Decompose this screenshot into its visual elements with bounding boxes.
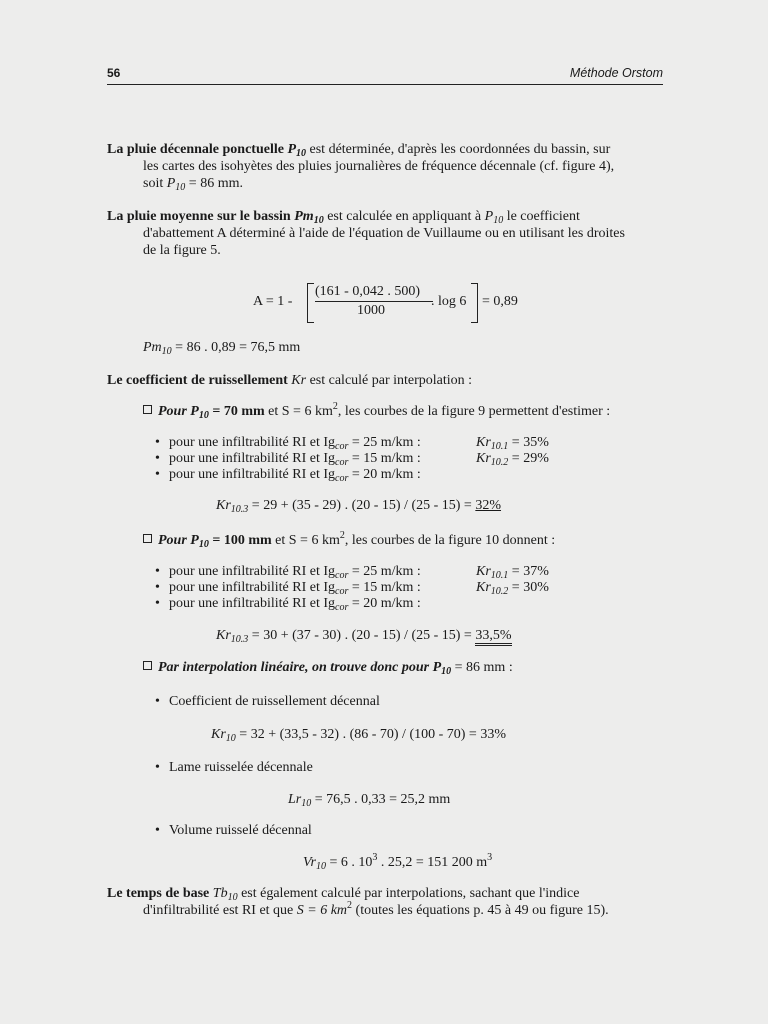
- paragraph-mean-basin-rain: La pluie moyenne sur le bassin $Pm_{10}$ est calculée en appliquant à $P_{10}$ le coefficient d'abattement A déterminé à l'aide de l'équation de Vuillaume ou en utilisant les droites de la figure 5.: [107, 209, 625, 258]
- case-70mm-heading: Pour $P_{10} = 70$ mm et S = 6 $km^2$, les courbes de la figure 9 permettent d'estimer :: [143, 403, 610, 420]
- bullet-dot-icon: •: [155, 580, 160, 595]
- equation-abatement: A = 1 - (161 - 0,042 . 500) 1000 . log 6 = 0,89: [253, 281, 553, 325]
- bullet-70-2: • pour une infiltrabilité RI et $Ig_{cor} = 15$ m/km :: [155, 451, 421, 468]
- equation-kr10: $Kr_{10} = 32 + (33,5 - 32)$ . (86 - 70) / (100 - 70) = 33%: [211, 727, 506, 744]
- bullet-100-1-value: $Kr_{10.1} = 37\%$: [476, 564, 549, 581]
- bullet-dot-icon: •: [155, 451, 160, 466]
- bullet-100-2-value: $Kr_{10.2} = 30\%$: [476, 580, 549, 597]
- bullet-70-2-value: $Kr_{10.2} = 29\%$: [476, 451, 549, 468]
- bullet-dot-icon: •: [155, 694, 160, 709]
- paragraph-base-time: Le temps de base $Tb_{10}$ est également calculé par interpolations, sachant que l'indice d'infiltrabilité est RI et que S = 6 $km^2$ (toutes les équations p. 45 à 49 ou figure 15).: [107, 886, 609, 918]
- running-title: Méthode Orstom: [569, 66, 663, 80]
- interpolation-heading: Par interpolation linéaire, on trouve donc pour $P_{10} = 86$ mm :: [143, 659, 513, 676]
- equation-kr10-3-100: $Kr_{10.3} = 30 + (37 - 30)$ . (20 - 15) / (25 - 15) = 33,5%: [216, 628, 512, 645]
- checkbox-bullet-icon: [143, 534, 152, 543]
- bullet-70-1-value: $Kr_{10.1} = 35\%$: [476, 435, 549, 452]
- bullet-dot-icon: •: [155, 760, 160, 775]
- paragraph-runoff-coefficient: Le coefficient de ruissellement Kr est calculé par interpolation :: [107, 373, 473, 388]
- bullet-dot-icon: •: [155, 596, 160, 611]
- checkbox-bullet-icon: [143, 405, 152, 414]
- bullet-70-3: • pour une infiltrabilité RI et $Ig_{cor} = 20$ m/km :: [155, 467, 421, 484]
- bullet-dot-icon: •: [155, 823, 160, 838]
- paragraph-decennial-point-rain: La pluie décennale ponctuelle $P_{10}$ est déterminée, d'après les coordonnées du bassin, sur les cartes des isohyètes des pluies journalières de fréquence décennale (cf. figure 4), soit $P_{10} = 86$ mm.: [107, 142, 615, 193]
- case-100mm-heading: Pour $P_{10} = 100$ mm et S = 6 $km^2$, les courbes de la figure 10 donnent :: [143, 532, 555, 549]
- bullet-dot-icon: •: [155, 467, 160, 482]
- page-header: [107, 66, 663, 85]
- checkbox-bullet-icon: [143, 661, 152, 670]
- bullet-100-2: • pour une infiltrabilité RI et $Ig_{cor} = 15$ m/km :: [155, 580, 421, 597]
- bullet-dot-icon: •: [155, 564, 160, 579]
- bullet-100-3: • pour une infiltrabilité RI et $Ig_{cor} = 20$ m/km :: [155, 596, 421, 613]
- bullet-decennial-runoff-volume: • Volume ruisselé décennal: [155, 823, 312, 838]
- bullet-70-1: • pour une infiltrabilité RI et $Ig_{cor} = 25$ m/km :: [155, 435, 421, 452]
- bullet-100-1: • pour une infiltrabilité RI et $Ig_{cor} = 25$ m/km :: [155, 564, 421, 581]
- bullet-dot-icon: •: [155, 435, 160, 450]
- page-number: 56: [107, 66, 121, 80]
- bullet-decennial-coefficient: • Coefficient de ruissellement décennal: [155, 694, 380, 709]
- equation-pm10: $Pm_{10} = 86$ . 0,89 = 76,5 mm: [143, 340, 301, 357]
- equation-kr10-3-70: $Kr_{10.3} = 29 + (35 - 29)$ . (20 - 15) / (25 - 15) = 32%: [216, 498, 502, 515]
- equation-lr10: $Lr_{10} = 76,5$ . 0,33 = 25,2 mm: [288, 792, 451, 809]
- equation-vr10: $Vr_{10} = 6$ . $10^3$ . 25,2 = 151 200 $m^3$: [303, 852, 493, 872]
- bullet-decennial-runoff-depth: • Lame ruisselée décennale: [155, 760, 313, 775]
